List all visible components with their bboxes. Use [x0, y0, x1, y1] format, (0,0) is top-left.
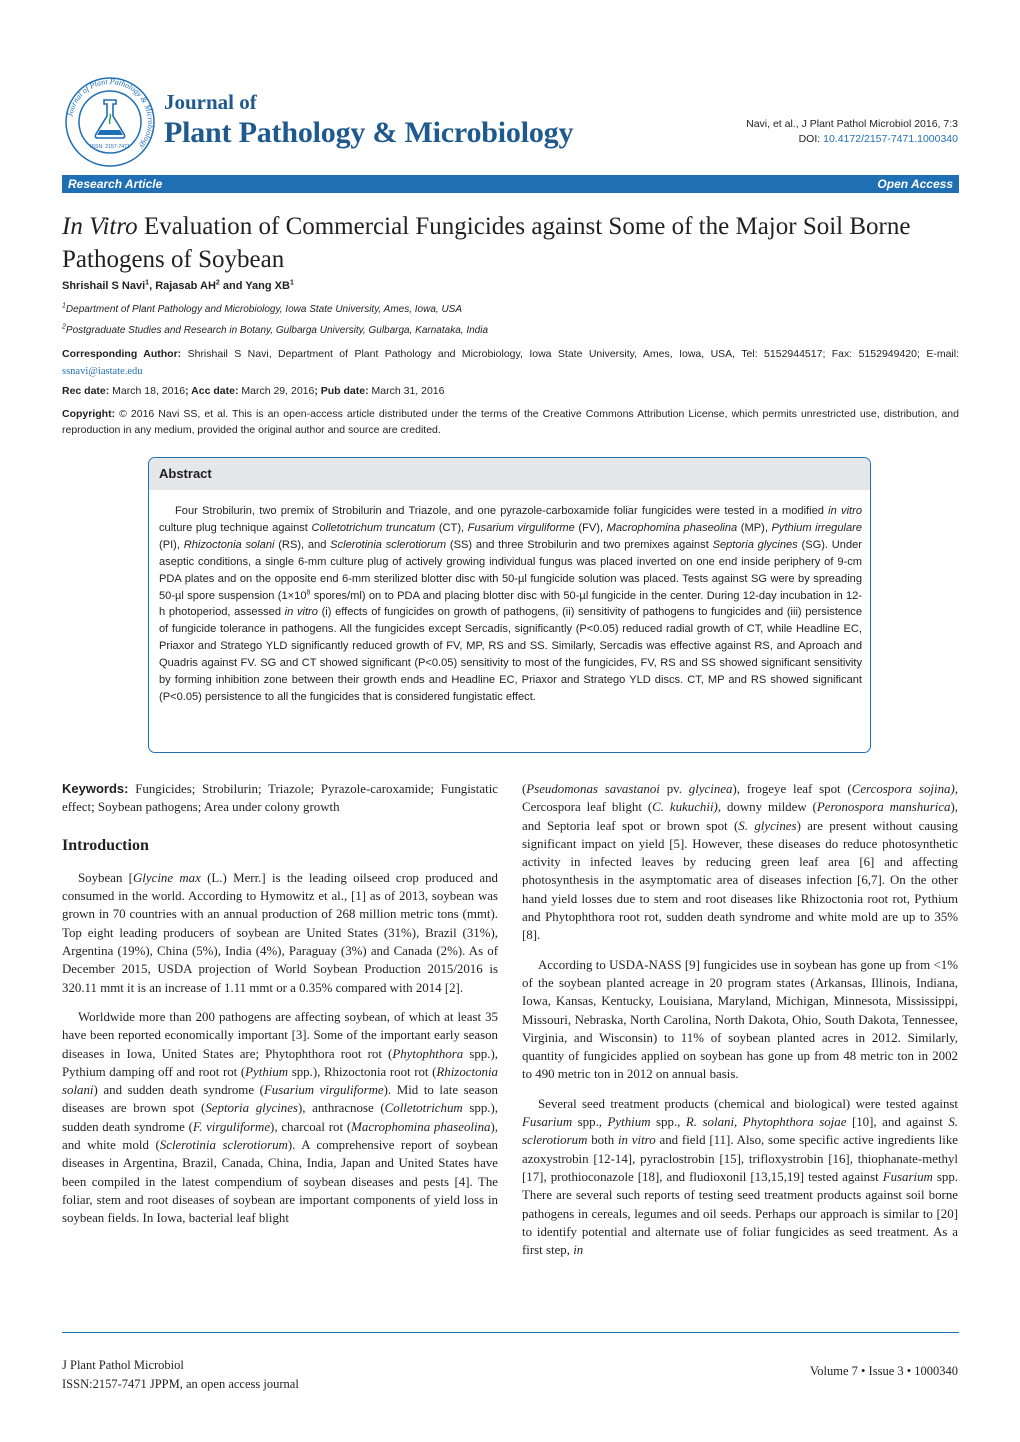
footer-divider — [62, 1332, 959, 1333]
footer-journal-name: J Plant Pathol Microbiol — [62, 1358, 184, 1372]
article-dates — [62, 385, 444, 397]
citation: Navi, et al., J Plant Pathol Microbiol 2016, 7:3 — [746, 118, 958, 130]
journal-name-line2: Plant Pathology & Microbiology — [164, 116, 574, 149]
right-column — [522, 780, 958, 1259]
pub-date: March 31, 2016 — [368, 385, 445, 397]
doi — [746, 132, 958, 147]
article-type-banner — [62, 175, 959, 193]
title-italic: In Vitro — [62, 213, 138, 240]
abstract-box — [148, 457, 871, 753]
affiliation-2 — [62, 325, 488, 336]
affiliation-sup: 1 — [62, 302, 66, 310]
keywords — [62, 780, 498, 817]
footer-issn: ISSN:2157-7471 JPPM, an open access journal — [62, 1377, 299, 1391]
copyright-text: © 2016 Navi SS, et al. This is an open-access article distributed under the terms of the Creative Commons Attribution License, which permits unrestricted use, distribution, and reproduction in any medium, provided the original author and source are credited. — [62, 408, 959, 436]
abstract-text: Four Strobilurin, two premix of Strobilurin and Triazole, and one pyrazole-carboxamide foliar fungicides were tested in a modified in vitro culture plug technique against Colletotrichum truncatum (CT), Fusarium virguliforme (FV), Macrophomina phaseolina (MP), Pythium irregulare (PI), Rhizoctonia solani (RS), and Sclerotinia sclerotiorum (SS) and three Strobilurin and two premixes against Septoria glycines (SG). Under aseptic conditions, a single 6-mm culture plug of actively growing individual fungus was placed inverted on one end inside periphery of 9-cm PDA plates and on the opposite end 6-mm sterilized blotter disc with 50-µl fungicide solution was placed. Tests against SG were by spreading 50-µl spore suspension ($1\times 10^8$ spores/ml) on to PDA and placing blotter disc with 50-µl fungicide in the center. During 12-day incubation in 12-h photoperiod, assessed in vitro (i) effects of fungicides on growth of pathogens, (ii) sensitivity of pathogens to fungicides and (iii) persistence of fungicide tolerance in pathogens. All the fungicides except Sercadis, significantly (P<0.05) reduced radial growth of CT, while Headline EC, Priaxor and Stratego YLD significantly reduced growth of FV, MP, RS and SS. Similarly, Sercadis was effective against RS, and Aproach and Quadris against FV. SG and CT showed significant (P<0.05) sensitivity to most of the fungicides, FV, RS and SS showed significant sensitivity by forming inhibition zone between their growth ends and Headline EC, Priaxor and Stratego YLD discs. CT, MP and RS showed significant (P<0.05) persistence to all the fungicides that is considered fungistatic effect. — [159, 505, 863, 703]
title-rest: Evaluation of Commercial Fungicides against Some of the Major Soil Borne Pathogens of Soybean — [62, 213, 911, 273]
logo-ring-text: Journal of Plant Pathology & Microbiology — [65, 76, 156, 151]
paragraph: Worldwide more than 200 pathogens are affecting soybean, of which at least 35 have been reported economically important [3]. Some of the important early season diseases in Iowa, United States are; Phytophthora root rot (Phytophthora spp.), Pythium damping off and root rot (Pythium spp.), Rhizoctonia root rot (Rhizoctonia solani) and sudden death syndrome (Fusarium virguliforme). Mid to late season diseases are brown spot (Septoria glycines), anthracnose (Colletotrichum spp.), sudden death syndrome (F. virguliforme), charcoal rot (Macrophomina phaseolina), and white mold (Sclerotinia sclerotiorum). A comprehensive report of soybean diseases in Argentina, Brazil, Canada, China, India, Japan and United States have been compiled in the latest compendium of soybean diseases and pests [4]. The foliar, stem and root diseases of soybean are important components of yield loss in soybean fields. In Iowa, bacterial leaf blight — [62, 1009, 499, 1226]
pub-label: ; Pub date: — [314, 385, 369, 397]
rec-label: Rec date: — [62, 385, 110, 397]
author-sep: , — [149, 280, 156, 292]
abstract-heading: Abstract — [149, 458, 870, 490]
acc-label: ; Acc date: — [185, 385, 239, 397]
author-sup: 2 — [215, 279, 220, 287]
footer-journal — [62, 1356, 299, 1394]
doi-label: DOI: — [798, 133, 824, 145]
doi-link[interactable]: 10.4172/2157-7471.1000340 — [823, 133, 958, 145]
author-name: Shrishail S Navi — [62, 280, 146, 292]
footer-volume: Volume 7 • Issue 3 • 1000340 — [809, 1364, 958, 1378]
author-name: Rajasab AH — [155, 280, 216, 292]
open-access-label: Open Access — [877, 177, 953, 191]
copyright-label: Copyright: — [62, 408, 116, 420]
author-sep: and — [219, 280, 246, 292]
rec-date: March 18, 2016 — [109, 385, 186, 397]
article-title — [62, 210, 959, 276]
paragraph: Several seed treatment products (chemical and biological) were tested against Fusarium spp., Pythium spp., R. solani, Phytophthora sojae [10], and against S. sclerotiorum both in vitro and field [11]. Also, some specific active ingredients like azoxystrobin [12-14], pyraclostrobin [15], trifloxystrobin [16], thiophanate-methyl [17], prothioconazole [18], and fludioxonil [13,15,19] tested against Fusarium spp. There are several such reports of testing seed treatment products against soil borne pathogens in cereals, legumes and oil seeds. Perhaps our approach is similar to [20] to identify potential and alternate use of foliar fungicides as seed treatment. As a first step, in — [522, 1096, 959, 1258]
paragraph: (Pseudomonas savastanoi pv. glycinea), frogeye leaf spot (Cercospora sojina), Cercospora leaf blight (C. kukuchii), downy mildew (Peronospora manshurica), and Septoria leaf spot or brown spot (S. glycines) are present without causing significant impact on yield [5]. However, these diseases do reduce photosynthetic activity in infected leaves by reducing green leaf area [6] and affecting photosynthesis in the asymptomatic area of diseases infection [6,7]. On the other hand yield losses due to stem and root diseases like Rhizoctonia root rot, Pythium and Phytophthora root rot, sudden death syndrome and white mold are up to 35% [8]. — [522, 782, 958, 943]
acc-date: March 29, 2016 — [238, 385, 315, 397]
author-sup: 1 — [145, 279, 150, 287]
paragraph: According to USDA-NASS [9] fungicides use in soybean has gone up from <1% of the soybean planted acreage in 20 program states (Arkansas, Illinois, Indiana, Iowa, Kansas, Kentucky, Louisiana, Maryland, Michigan, Minnesota, Mississippi, Missouri, Nebraska, North Carolina, North Dakota, Ohio, South Dakota, Tennessee, Virginia, and Wisconsin) to 11% of soybean planted acres in 2012. Similarly, quantity of fungicides applied on soybean has gone up from 48 metric ton in 2002 to 490 metric ton in 2012 on annual basis. — [522, 957, 958, 1082]
journal-logo — [62, 74, 158, 170]
corresponding-label: Corresponding Author: — [62, 348, 182, 360]
affiliation-1 — [62, 304, 462, 315]
citation-block — [746, 117, 958, 147]
section-heading-introduction: Introduction — [62, 836, 149, 854]
keywords-text: Fungicides; Strobilurin; Triazole; Pyrazole-caroxamide; Fungistatic effect; Soybean pathogens; Area under colony growth — [62, 782, 498, 815]
article-type: Research Article — [68, 177, 163, 191]
author-name: Yang XB — [245, 280, 290, 292]
copyright — [62, 406, 959, 438]
journal-name-line1: Journal of — [164, 90, 257, 114]
affiliation-text: Postgraduate Studies and Research in Botany, Gulbarga University, Gulbarga, Karnataka, India — [65, 325, 489, 336]
email-link[interactable]: ssnavi@iastate.edu — [62, 366, 143, 377]
left-column — [62, 780, 498, 1228]
paragraph: Soybean [Glycine max (L.) Merr.] is the leading oilseed crop produced and consumed in the world. According to Hymowitz et al., [1] as of 2013, soybean was grown in 70 countries with an annual production of 268 million metric tons (mmt). Top eight leading producers of soybean are United States (31%), Brazil (31%), Argentina (19%), China (5%), India (4%), Paraguay (3%) and Canada (2%). As of December 2015, USDA projection of World Soybean Production 2015/2016 is 320.11 mmt it is an increase of 1.11 mmt or a 0.35% compared with 2014 [2]. — [62, 870, 498, 995]
affiliation-text: Department of Plant Pathology and Microbiology, Iowa State University, Ames, Iowa, USA — [65, 304, 463, 315]
corresponding-author — [62, 346, 959, 380]
logo-issn: ISSN: 2157-7471 — [90, 144, 130, 150]
keywords-label: Keywords: — [62, 781, 129, 796]
author-list — [62, 280, 294, 292]
corresponding-text: Shrishail S Navi, Department of Plant Pathology and Microbiology, Iowa State University, Ames, Iowa, USA, Tel: 5152944517; Fax: 5152949420; E-mail: — [181, 348, 959, 360]
affiliation-sup: 2 — [62, 323, 66, 331]
author-sup: 1 — [289, 279, 294, 287]
